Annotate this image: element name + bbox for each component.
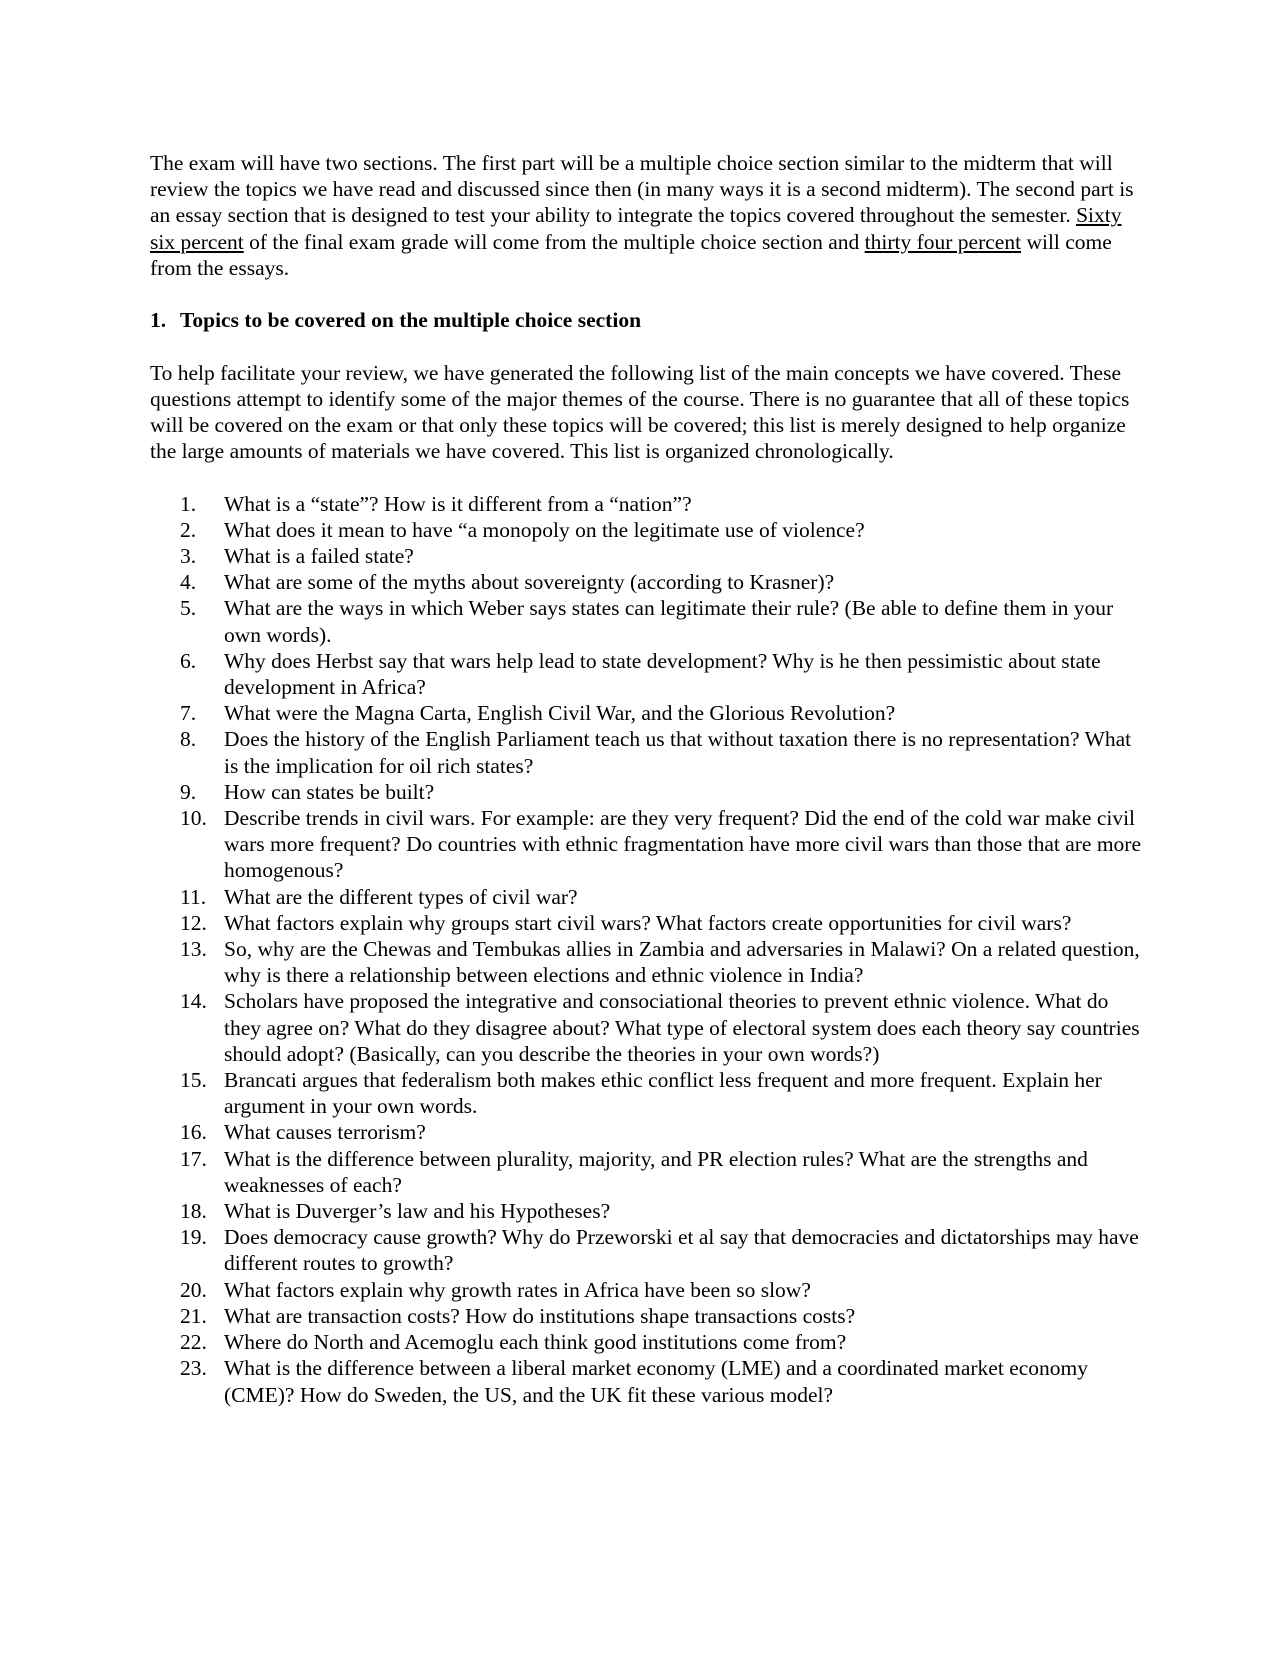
question-text: What causes terrorism? (224, 1120, 426, 1145)
question-text: What is the difference between plurality, majority, and PR election rules? What are the strengths and weaknesses of each? (224, 1146, 1088, 1197)
question-text: Brancati argues that federalism both makes ethic conflict less frequent and more frequent. Explain her argument in your own words. (224, 1068, 1102, 1119)
question-item (150, 595, 1150, 647)
question-text: What is Duverger’s law and his Hypotheses? (224, 1199, 611, 1224)
spacer (150, 281, 1150, 307)
section-number: 1. (150, 308, 167, 333)
question-item (150, 543, 1150, 569)
question-text: What is the difference between a liberal market economy (LME) and a coordinated market economy (CME)? How do Sweden, the US, and the UK fit these various model? (224, 1356, 1089, 1407)
question-item (150, 779, 1150, 805)
question-item (150, 517, 1150, 543)
question-text: How can states be built? (224, 779, 435, 804)
question-number: 15. (180, 1068, 207, 1093)
question-number: 13. (180, 937, 207, 962)
section-heading (150, 307, 1150, 333)
question-item (150, 1119, 1150, 1145)
question-number: 16. (180, 1120, 207, 1145)
question-text: Does the history of the English Parliament teach us that without taxation there is no representation? What is the implication for oil rich states? (224, 727, 1132, 778)
question-number: 18. (180, 1199, 207, 1224)
question-number: 4. (180, 570, 197, 595)
question-text: So, why are the Chewas and Tembukas allies in Zambia and adversaries in Malawi? On a related question, why is there a relationship between elections and ethnic violence in India? (224, 937, 1140, 988)
question-text: What is a “state”? How is it different from a “nation”? (224, 491, 692, 516)
intro-paragraph (150, 150, 1150, 281)
intro-text-part3: will come from the essays. (150, 229, 1112, 280)
question-text: Why does Herbst say that wars help lead to state development? Why is he then pessimistic about state development in Africa? (224, 648, 1101, 700)
question-item (150, 569, 1150, 595)
question-item (150, 805, 1150, 884)
question-item (150, 884, 1150, 910)
question-text: What factors explain why groups start civil wars? What factors create opportunities for civil wars? (224, 910, 1072, 935)
essay-share-underlined: thirty four percent (864, 229, 1022, 254)
question-item (150, 1146, 1150, 1198)
question-number: 23. (180, 1356, 207, 1381)
question-number: 20. (180, 1277, 207, 1302)
review-paragraph: To help facilitate your review, we have generated the following list of the main concepts we have covered. These questions attempt to identify some of the major themes of the course. There is no guarantee that all of these topics will be covered on the exam or that only these topics will be covered; this list is merely designed to help organize the large amounts of materials we have covered. This list is organized chronologically. (150, 360, 1130, 464)
spacer (150, 333, 1150, 359)
intro-text-part1: The exam will have two sections. The first part will be a multiple choice section similar to the midterm that will review the topics we have read and discussed since then (in many ways it is a second midterm). The second part is an essay section that is designed to test your ability to integrate the topics covered throughout the semester. (150, 151, 1134, 228)
question-number: 9. (180, 779, 197, 804)
question-number: 5. (180, 596, 197, 621)
question-number: 21. (180, 1303, 207, 1328)
question-item (150, 1067, 1150, 1119)
question-number: 1. (180, 491, 197, 516)
question-number: 19. (180, 1225, 207, 1250)
question-item (150, 910, 1150, 936)
question-text: What are some of the myths about sovereignty (according to Krasner)? (224, 570, 835, 595)
question-number: 7. (180, 701, 197, 726)
question-list (150, 491, 1150, 1408)
question-number: 17. (180, 1146, 207, 1171)
question-item (150, 1224, 1150, 1276)
question-number: 11. (180, 884, 207, 909)
question-text: Describe trends in civil wars. For example: are they very frequent? Did the end of the cold war make civil wars more frequent? Do countries with ethnic fragmentation have more civil wars than those that are more homogenous? (224, 806, 1142, 883)
question-item (150, 1198, 1150, 1224)
question-item (150, 491, 1150, 517)
section-title: Topics to be covered on the multiple choice section (180, 308, 642, 333)
question-text: What is a failed state? (224, 544, 414, 568)
question-number: 2. (180, 517, 197, 542)
question-item (150, 1277, 1150, 1303)
question-text: What are transaction costs? How do institutions shape transactions costs? (224, 1303, 856, 1328)
question-text: What does it mean to have “a monopoly on the legitimate use of violence? (224, 517, 865, 542)
question-text: Where do North and Acemoglu each think good institutions come from? (224, 1330, 847, 1355)
question-number: 6. (180, 648, 197, 673)
mc-share-underlined: Sixty six percent (150, 203, 1122, 254)
question-number: 14. (180, 989, 207, 1014)
document-page (150, 150, 1150, 1408)
question-number: 10. (180, 806, 207, 831)
question-text: What factors explain why growth rates in Africa have been so slow? (224, 1277, 811, 1302)
question-item (150, 648, 1150, 700)
question-text: What are the ways in which Weber says states can legitimate their rule? (Be able to define them in your own words). (224, 596, 1114, 647)
question-number: 12. (180, 910, 207, 935)
question-item (150, 988, 1150, 1067)
question-text: Scholars have proposed the integrative and consociational theories to prevent ethnic violence. What do they agree on? What do they disagree about? What type of electoral system does each theory say countries should adopt? (Basically, can you describe the theories in your own words?) (224, 989, 1140, 1066)
question-text: What are the different types of civil war? (224, 884, 578, 909)
question-number: 22. (180, 1330, 207, 1355)
question-item (150, 936, 1150, 988)
question-number: 8. (180, 727, 197, 752)
question-number: 3. (180, 544, 197, 568)
question-item (150, 1303, 1150, 1329)
question-text: What were the Magna Carta, English Civil War, and the Glorious Revolution? (224, 701, 896, 726)
question-item (150, 726, 1150, 778)
question-text: Does democracy cause growth? Why do Przeworski et al say that democracies and dictatorships may have different routes to growth? (224, 1225, 1139, 1276)
question-item (150, 1355, 1150, 1407)
question-item (150, 1329, 1150, 1355)
intro-text-part2: of the final exam grade will come from the multiple choice section and (243, 229, 865, 254)
spacer (150, 464, 1150, 490)
question-item (150, 700, 1150, 726)
